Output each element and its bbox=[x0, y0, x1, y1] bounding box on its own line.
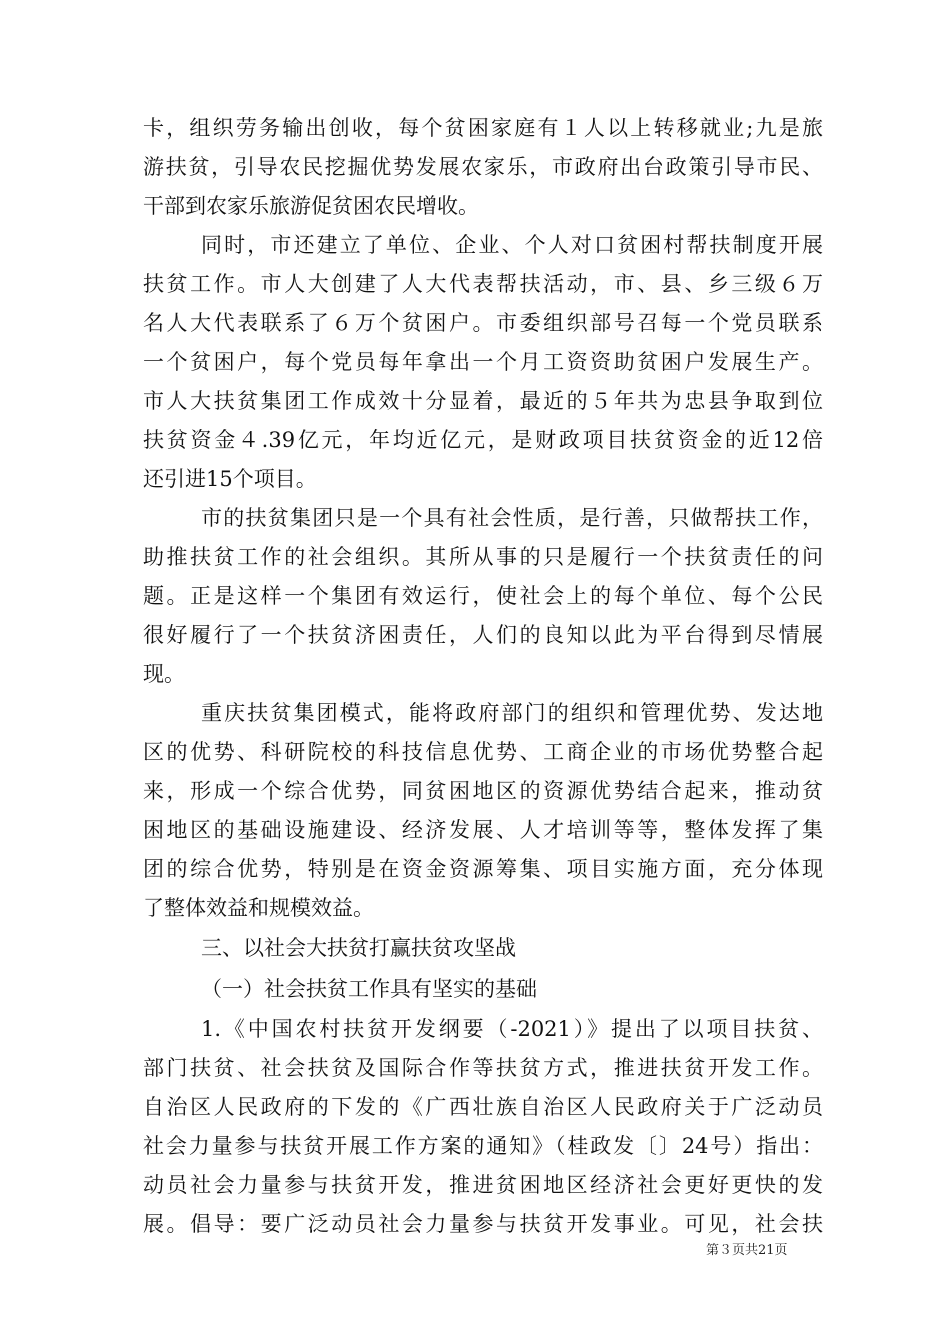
text-line: 卡，组织劳务输出创收，每个贫困家庭有１人以上转移就业;九是旅 bbox=[143, 116, 823, 140]
text-line: 同时，市还建立了单位、企业、个人对口贫困村帮扶制度开展 bbox=[201, 233, 823, 257]
text-line: 展。倡导：要广泛动员社会力量参与扶贫开发事业。可见，社会扶 bbox=[143, 1212, 823, 1236]
page-number-footer: 第３页共21页 bbox=[706, 1243, 788, 1258]
text-line: 重庆扶贫集团模式，能将政府部门的组织和管理优势、发达地 bbox=[201, 701, 823, 725]
text-line: 题。正是这样一个集团有效运行，使社会上的每个单位、每个公民 bbox=[143, 584, 823, 608]
text-line: 市人大扶贫集团工作成效十分显着，最近的５年共为忠县争取到位 bbox=[143, 389, 823, 413]
text-line: 困地区的基础设施建设、经济发展、人才培训等等，整体发挥了集 bbox=[143, 818, 823, 842]
text-line: 扶贫工作。市人大创建了人大代表帮扶活动，市、县、乡三级６万 bbox=[143, 272, 823, 296]
text-line: 三、以社会大扶贫打赢扶贫攻坚战 bbox=[201, 936, 516, 960]
text-line: 干部到农家乐旅游促贫困农民增收。 bbox=[143, 194, 479, 218]
text-line: 自治区人民政府的下发的《广西壮族自治区人民政府关于广泛动员 bbox=[143, 1095, 823, 1119]
text-line: 来，形成一个综合优势，同贫困地区的资源优势结合起来，推动贫 bbox=[143, 779, 823, 803]
text-line: 现。 bbox=[143, 662, 185, 686]
text-line: 很好履行了一个扶贫济困责任，人们的良知以此为平台得到尽情展 bbox=[143, 623, 823, 647]
text-line: 市的扶贫集团只是一个具有社会性质，是行善，只做帮扶工作， bbox=[201, 506, 823, 530]
text-line: 还引进15个项目。 bbox=[143, 467, 317, 491]
text-line: 区的优势、科研院校的科技信息优势、工商企业的市场优势整合起 bbox=[143, 740, 823, 764]
document-body bbox=[143, 109, 823, 1244]
text-line: 动员社会力量参与扶贫开发，推进贫困地区经济社会更好更快的发 bbox=[143, 1173, 823, 1197]
text-line: （一）社会扶贫工作具有坚实的基础 bbox=[201, 977, 537, 1001]
text-line: 助推扶贫工作的社会组织。其所从事的只是履行一个扶贫责任的问 bbox=[143, 545, 823, 569]
text-line: 扶贫资金４.39亿元，年均近亿元，是财政项目扶贫资金的近12倍 bbox=[143, 428, 823, 452]
text-line: 团的综合优势，特别是在资金资源筹集、项目实施方面，充分体现 bbox=[143, 857, 823, 881]
text-line: 名人大代表联系了６万个贫困户。市委组织部号召每一个党员联系 bbox=[143, 311, 823, 335]
text-line: 部门扶贫、社会扶贫及国际合作等扶贫方式，推进扶贫开发工作。 bbox=[143, 1056, 823, 1080]
text-line: 游扶贫，引导农民挖掘优势发展农家乐，市政府出台政策引导市民、 bbox=[143, 155, 823, 179]
text-line: 一个贫困户，每个党员每年拿出一个月工资资助贫困户发展生产。 bbox=[143, 350, 823, 374]
text-line: 了整体效益和规模效益。 bbox=[143, 896, 374, 920]
text-line: 社会力量参与扶贫开展工作方案的通知》（桂政发〔〕24号）指出： bbox=[143, 1134, 823, 1158]
text-line: 1.《中国农村扶贫开发纲要（-2021）》提出了以项目扶贫、 bbox=[201, 1017, 823, 1041]
